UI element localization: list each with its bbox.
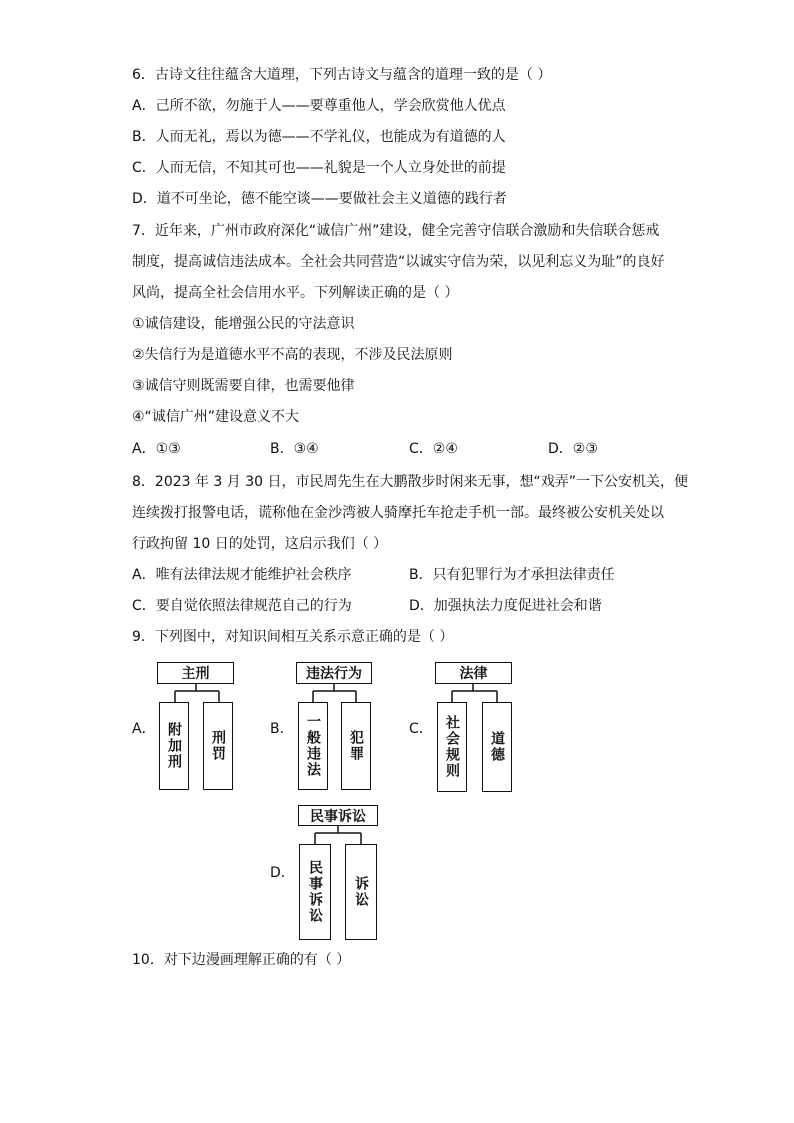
q6-option-b: B．人而无礼，焉以为德——不学礼仪，也能成为有道德的人 xyxy=(132,129,506,145)
diagram-a-top-box: 主刑 xyxy=(157,662,234,684)
diagram-c-top-box: 法律 xyxy=(435,662,512,684)
q7-option-d: D．②③ xyxy=(548,441,598,457)
q8-stem-line-3: 行政拘留 10 日的处罚，这启示我们（ ） xyxy=(132,536,388,552)
q7-stem-line-1: 7．近年来，广州市政府深化“诚信广州”建设，健全完善守信联合激励和失信联合惩戒 xyxy=(132,223,660,239)
q7-stem-line-3: 风尚，提高全社会信用水平。下列解读正确的是（ ） xyxy=(132,285,459,301)
diagram-a-left-box: 附加刑 xyxy=(159,702,189,790)
q6-option-a: A．己所不欲，勿施于人——要尊重他人，学会欣赏他人优点 xyxy=(132,98,506,114)
q7-option-a: A．①③ xyxy=(132,441,181,457)
diagram-d-right-box: 诉讼 xyxy=(345,844,377,940)
q6-stem: 6．古诗文往往蕴含大道理，下列古诗文与蕴含的道理一致的是（ ） xyxy=(132,67,552,83)
diagram-c-label: C． xyxy=(409,721,433,737)
diagram-a-right-box: 刑罚 xyxy=(203,702,233,790)
diagram-b-label: B． xyxy=(270,721,294,737)
diagram-c-left-box: 社会规则 xyxy=(437,702,467,792)
q7-statement-2: ②失信行为是道德水平不高的表现，不涉及民法原则 xyxy=(132,347,453,363)
q8-option-b: B．只有犯罪行为才承担法律责任 xyxy=(409,567,615,583)
q8-option-d: D．加强执法力度促进社会和谐 xyxy=(409,598,602,614)
q6-option-d: D．道不可坐论，德不能空谈——要做社会主义道德的践行者 xyxy=(132,191,507,207)
q8-option-a: A．唯有法律法规才能维护社会秩序 xyxy=(132,567,352,583)
diagram-b-top-box: 违法行为 xyxy=(296,662,372,684)
diagram-b-left-box: 一般违法 xyxy=(298,702,328,790)
q8-stem-line-2: 连续拨打报警电话，谎称他在金沙湾被人骑摩托车抢走手机一部。最终被公安机关处以 xyxy=(132,505,664,521)
diagram-d-label: D． xyxy=(270,865,295,881)
diagram-d-left-box: 民事诉讼 xyxy=(299,844,331,940)
q8-option-c: C．要自觉依照法律规范自己的行为 xyxy=(132,598,352,614)
q6-option-c: C．人而无信，不知其可也——礼貌是一个人立身处世的前提 xyxy=(132,160,506,176)
q7-statement-4: ④“诚信广州”建设意义不大 xyxy=(132,409,300,425)
q10-stem: 10．对下边漫画理解正确的有（ ） xyxy=(132,952,351,968)
q7-statement-3: ③诚信守则既需要自律，也需要他律 xyxy=(132,378,355,394)
diagram-b-right-box: 犯罪 xyxy=(341,702,371,790)
diagram-a-label: A． xyxy=(132,721,156,737)
diagram-c-right-box: 道德 xyxy=(482,702,512,792)
q7-stem-line-2: 制度，提高诚信违法成本。全社会共同营造“以诚实守信为荣，以见利忘义为耻”的良好 xyxy=(132,254,665,270)
q7-option-c: C．②④ xyxy=(409,441,458,457)
diagram-d-top-box: 民事诉讼 xyxy=(298,805,378,826)
q9-stem: 9．下列图中，对知识间相互关系示意正确的是（ ） xyxy=(132,629,454,645)
q7-option-b: B．③④ xyxy=(270,441,319,457)
q8-stem-line-1: 8．2023 年 3 月 30 日，市民周先生在大鹏散步时闲来无事，想“戏弄”一下公安机关，便 xyxy=(132,474,689,490)
q7-statement-1: ①诚信建设，能增强公民的守法意识 xyxy=(132,316,355,332)
